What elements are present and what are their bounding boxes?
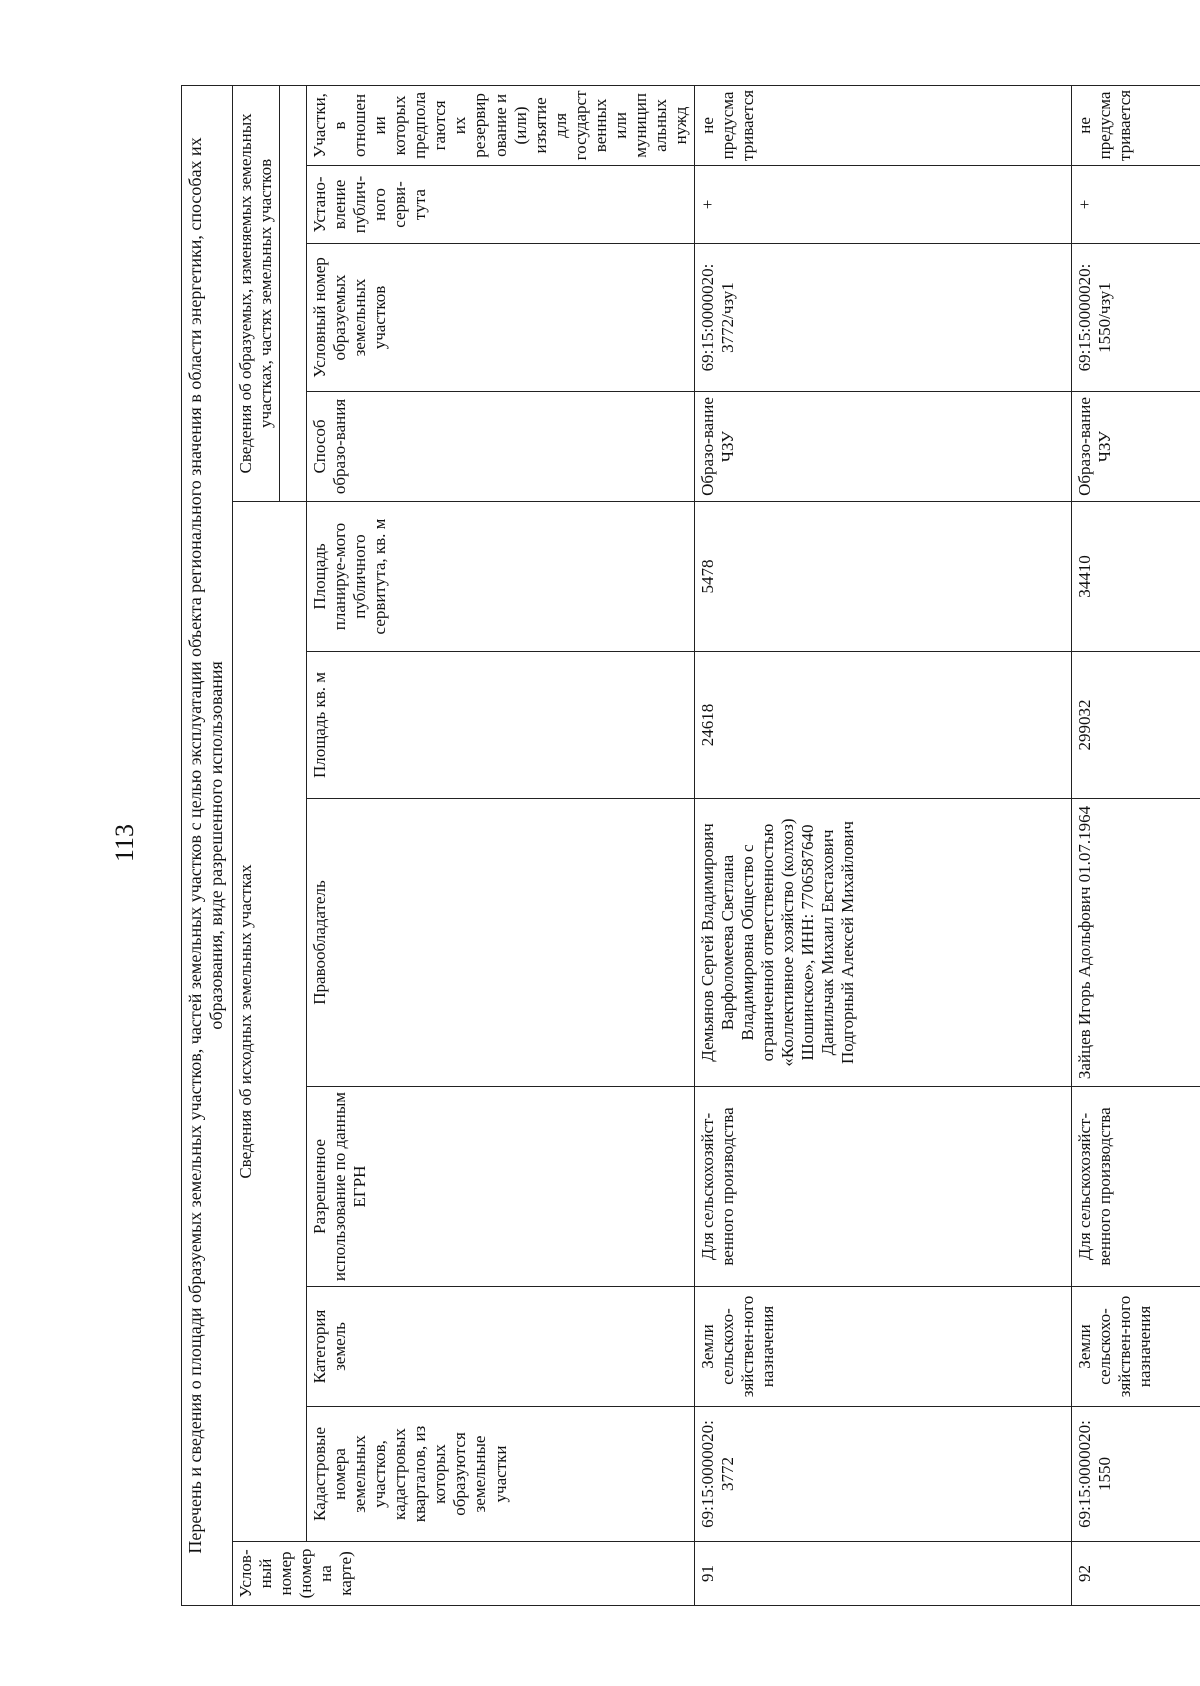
header-conditional-number: Услов-ный номер (номер на карте) bbox=[233, 1542, 695, 1606]
cell-permitted-use: Для сельскохозяйст-венного производства bbox=[1071, 1087, 1200, 1287]
header-land-category: Категория земель bbox=[307, 1287, 695, 1407]
cell-servitude-establishment: + bbox=[1071, 166, 1200, 244]
cell-formation-method: Образо-вание ЧЗУ bbox=[694, 392, 1071, 502]
header-servitude-establishment: Устано-вление публич-ного серви-тута bbox=[307, 166, 695, 244]
cell-category: Земли сельскохо-зяйствен-ного назначения bbox=[1071, 1287, 1200, 1407]
cell-servitude-area: 34410 bbox=[1071, 502, 1200, 652]
cell-conditional-plot-number: 69:15:0000020: 1550/чзу1 bbox=[1071, 244, 1200, 392]
cell-number: 91 bbox=[694, 1542, 1071, 1606]
cell-servitude-establishment: + bbox=[694, 166, 1071, 244]
header-permitted-use: Разрешенное использование по данным ЕГРН bbox=[307, 1087, 695, 1287]
cell-permitted-use: Для сельскохозяйст-венного производства bbox=[694, 1087, 1071, 1287]
header-servitude-area: Площадь планируе-мого публичного сервитута, кв. м bbox=[307, 502, 695, 652]
cell-reservation: не предусматривается bbox=[694, 85, 1071, 165]
header-group-formed-plots: Сведения об образуемых, изменяемых земельных участках, частях земельных участков bbox=[233, 85, 280, 501]
table-row bbox=[1071, 85, 1200, 1605]
cell-area: 299032 bbox=[1071, 652, 1200, 799]
cell-owner: Демьянов Сергей Владимирович Варфоломеева Светлана Владимировна Общество с ограниченной ответственностью «Коллективное хозяйство (колхоз) Шошинское», ИНН: 7706587640 Данильчак Михаил Евстахович Подгорный Алексей Михайлович bbox=[694, 799, 1071, 1087]
cell-number: 92 bbox=[1071, 1542, 1200, 1606]
cell-reservation: не предусматривается bbox=[1071, 85, 1200, 165]
cell-cadastral: 69:15:0000020: 3772 bbox=[694, 1407, 1071, 1542]
cell-servitude-area: 5478 bbox=[694, 502, 1071, 652]
header-cadastral-numbers: Кадастровые номера земельных участков, кадастровых кварталов, из которых образуются земельные участки bbox=[307, 1407, 695, 1542]
rotated-table-container bbox=[181, 86, 1155, 1606]
header-group-source-plots: Сведения об исходных земельных участках bbox=[233, 502, 307, 1542]
page-number: 113 bbox=[110, 823, 139, 863]
cell-cadastral: 69:15:0000020: 1550 bbox=[1071, 1407, 1200, 1542]
table-caption: Перечень и сведения о площади образуемых земельных участков, частей земельных участков с целью эксплуатации объекта регионального значения в области энергетики, способах их образования, виде разрешенного использования bbox=[182, 85, 233, 1605]
header-owner: Правообладатель bbox=[307, 799, 695, 1087]
header-conditional-plot-number: Условный номер образуемых земельных участков bbox=[307, 244, 695, 392]
cell-conditional-plot-number: 69:15:0000020: 3772/чзу1 bbox=[694, 244, 1071, 392]
cell-area: 24618 bbox=[694, 652, 1071, 799]
cell-owner: Зайцев Игорь Адольфович 01.07.1964 bbox=[1071, 799, 1200, 1087]
header-reservation: Участки, в отношении которых предполагаются их резервирование и (или) изъятие для государственных или муниципальных нужд bbox=[307, 85, 695, 165]
land-plots-table bbox=[181, 85, 1200, 1606]
header-group-formed-plots-spacer bbox=[280, 85, 307, 501]
cell-formation-method: Образо-вание ЧЗУ bbox=[1071, 392, 1200, 502]
table-row bbox=[694, 85, 1071, 1605]
cell-category: Земли сельскохо-зяйствен-ного назначения bbox=[694, 1287, 1071, 1407]
header-formation-method: Способ образо-вания bbox=[307, 392, 695, 502]
header-area: Площадь кв. м bbox=[307, 652, 695, 799]
